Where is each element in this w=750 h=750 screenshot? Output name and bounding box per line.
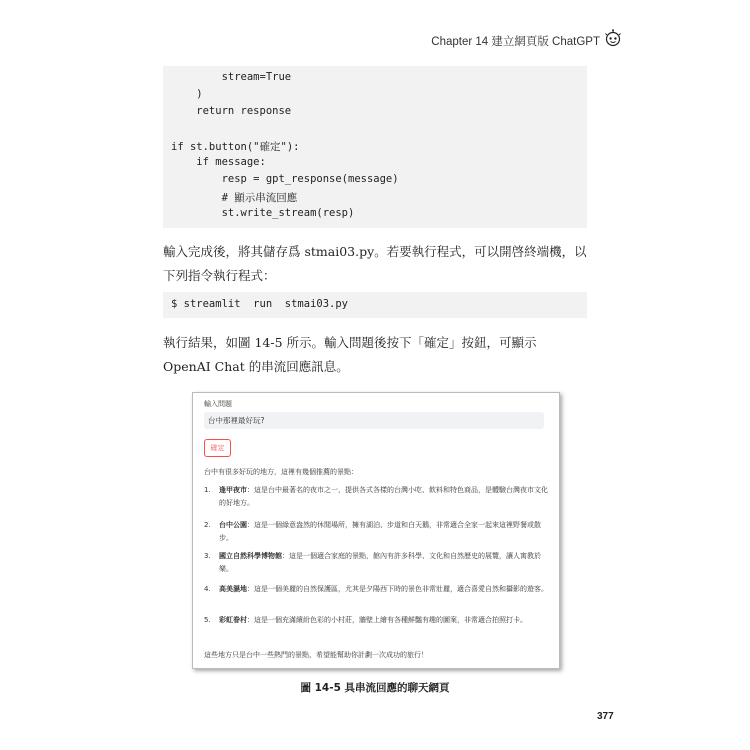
response-intro: 台中有很多好玩的地方，這裡有幾個推薦的景點： bbox=[204, 468, 358, 476]
item-title: 彩虹眷村 bbox=[219, 616, 247, 624]
list-item bbox=[204, 519, 549, 545]
question-input[interactable]: 台中那裡最好玩? bbox=[204, 412, 544, 429]
confirm-button[interactable]: 確定 bbox=[204, 439, 231, 457]
code-line: # 顯示串流回應 bbox=[171, 192, 298, 204]
code-line: resp = gpt_response(message) bbox=[171, 173, 399, 185]
item-desc: ：這是台中最著名的夜市之一，提供各式各樣的台灣小吃、飲料和特色商品，是體驗台灣夜市文化的好地方。 bbox=[219, 486, 548, 507]
app-screenshot bbox=[192, 392, 560, 669]
terminal-command: $ streamlit run stmai03.py bbox=[171, 298, 349, 310]
item-desc: ：這是一個適合家庭的景點，館內有許多科學、文化和自然歷史的展覽，讓人寓教於樂。 bbox=[219, 552, 541, 573]
list-item bbox=[204, 484, 549, 510]
code-line: stream=True bbox=[171, 71, 292, 83]
robot-icon bbox=[604, 29, 622, 47]
code-line: st.write_stream(resp) bbox=[171, 207, 355, 219]
list-number: 2. bbox=[204, 521, 211, 529]
body-paragraph-2: 執行結果，如圖 14-5 所示。輸入問題後按下「確定」按鈕，可顯示 OpenAI Chat 的串流回應訊息。 bbox=[163, 335, 537, 374]
list-number: 1. bbox=[204, 486, 211, 494]
item-title: 逢甲夜市 bbox=[219, 486, 247, 494]
list-number: 3. bbox=[204, 552, 211, 560]
response-outro: 這些地方只是台中一些熱門的景點，希望能幫助你計劃一次成功的旅行！ bbox=[204, 651, 428, 659]
item-title: 台中公園 bbox=[219, 521, 247, 529]
code-line: if st.button("確定"): bbox=[171, 141, 300, 153]
input-label: 輸入問題 bbox=[204, 400, 232, 408]
list-item bbox=[204, 614, 549, 627]
item-desc: ：這是一個美麗的自然保護區，尤其是夕陽西下時的景色非常壯麗，適合喜愛自然和攝影的遊客。 bbox=[247, 585, 548, 593]
code-block-1 bbox=[163, 66, 587, 228]
code-line: if message: bbox=[171, 156, 266, 168]
figure-caption: 圖 14-5 具串流回應的聊天網頁 bbox=[300, 682, 450, 694]
code-line: return response bbox=[171, 105, 292, 117]
item-title: 國立自然科學博物館 bbox=[219, 552, 282, 560]
chapter-title: Chapter 14 建立網頁版 ChatGPT bbox=[431, 36, 600, 48]
code-block-2 bbox=[163, 292, 587, 318]
item-desc: ：這是一個充滿繽紛色彩的小村莊，牆壁上繪有各種鮮豔有趣的圖案，非常適合拍照打卡。 bbox=[247, 616, 527, 624]
list-item bbox=[204, 550, 549, 576]
page-number: 377 bbox=[597, 711, 614, 722]
item-title: 高美濕地 bbox=[219, 585, 247, 593]
item-desc: ：這是一個綠意盎然的休閒場所，擁有湖泊、步道和白天鵝，非常適合全家一起來這裡野餐或散步。 bbox=[219, 521, 541, 542]
body-paragraph-1: 輸入完成後，將其儲存爲 stmai03.py。若要執行程式，可以開啓終端機，以下列指令執行程式： bbox=[163, 244, 587, 283]
list-number: 5. bbox=[204, 616, 211, 624]
list-number: 4. bbox=[204, 585, 211, 593]
code-line: ) bbox=[171, 88, 203, 100]
list-item bbox=[204, 583, 549, 596]
